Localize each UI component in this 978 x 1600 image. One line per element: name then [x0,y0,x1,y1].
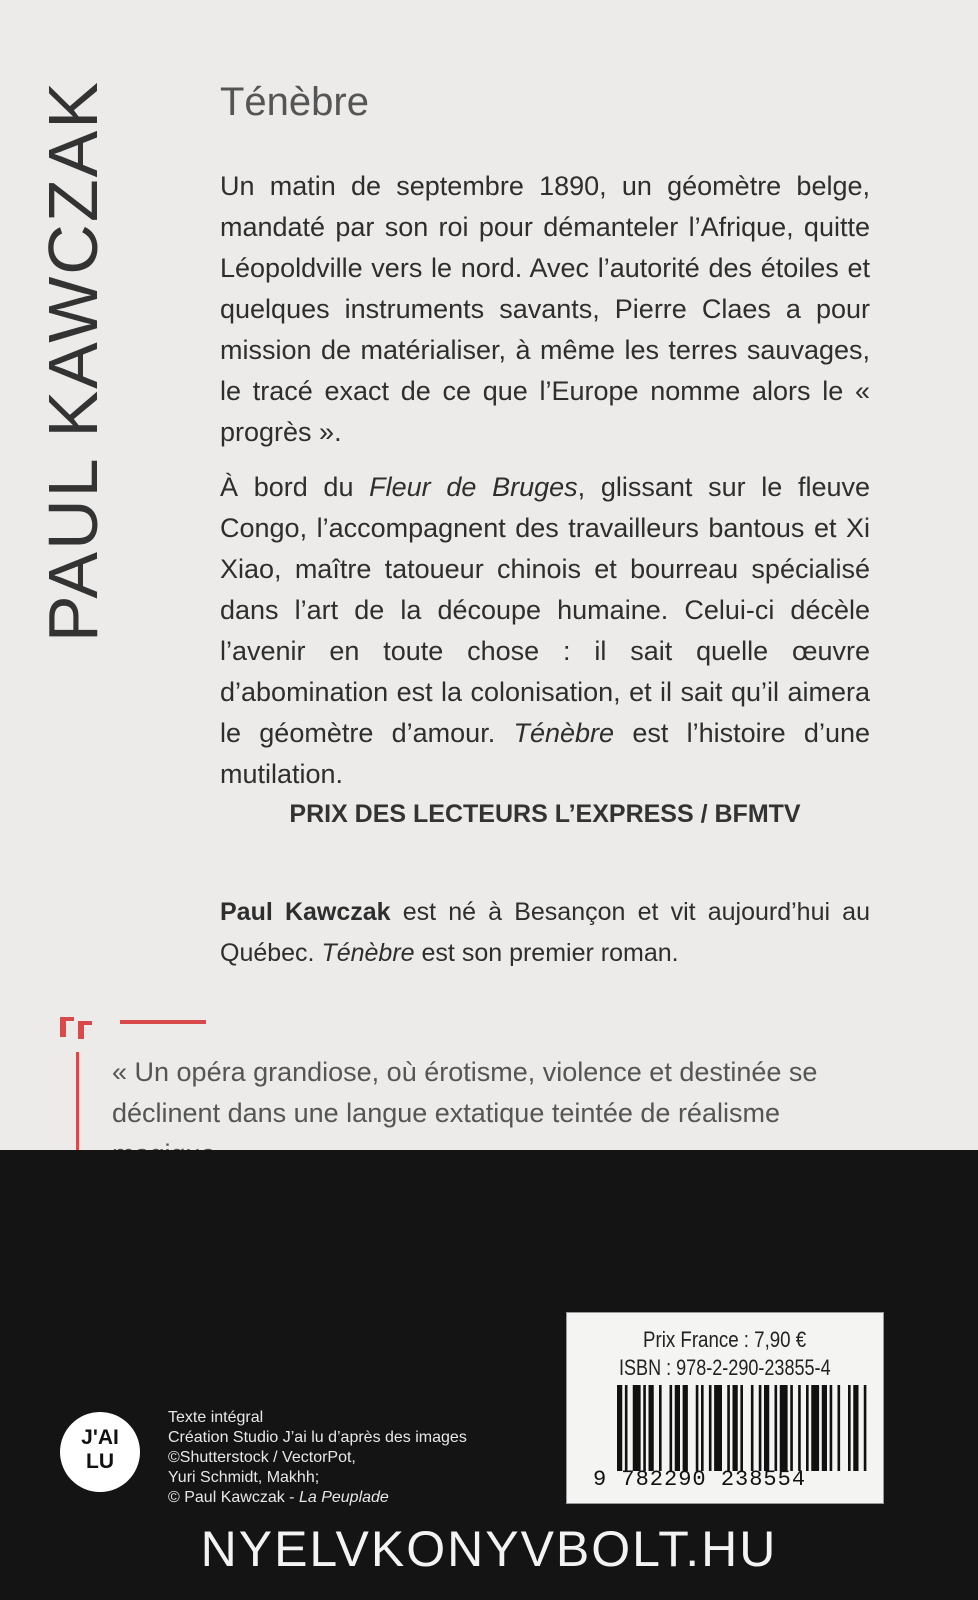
barcode-bar [701,1385,704,1471]
barcode-bar [670,1385,673,1471]
barcode-bar [759,1385,762,1471]
barcode-bar [714,1385,722,1471]
barcode-bar [733,1385,738,1471]
bio-text: est né à Besançon et vit aujourd’hui au Québec. [220,898,870,967]
barcode-bar [864,1385,867,1471]
barcode-bar [625,1385,628,1471]
press-quote: « Un opéra grandiose, où érotisme, violence et destinée se déclinent dans une langue extatique teintée de réalisme [112,1057,818,1128]
barcode-bar [848,1385,851,1471]
barcode-bar [675,1385,680,1471]
barcode-bar [643,1385,646,1471]
quote-mark-icon [58,1013,98,1039]
award-line: PRIX DES LECTEURS L’EXPRESS / BFMTV [289,800,801,828]
barcode-bar [617,1385,622,1471]
ean-number: 9 782290 238554 [593,1467,807,1492]
synopsis-text: , glissant sur le fleuve Congo, l’accompagnent des travailleurs bantous et Xi Xiao, maître tatoueur chinois et bourreau spécialisé dans l’art de la découpe humaine. Celui-ci décèle l’avenir en toute chose : il sait quelle œuvre d’abomination est la colonisation, et il sait qu’il aimera le géomètre d’amour. [220,472,871,748]
credit-line [168,1488,467,1508]
synopsis [220,166,870,809]
barcode-bar [633,1385,641,1471]
barcode-bar [838,1385,841,1471]
barcode-bar [811,1385,819,1471]
barcode-bar [727,1385,730,1471]
synopsis-paragraph-1: Un matin de septembre 1890, un géomètre belge, mandaté par son roi pour démanteler l’Afrique, quitte Léopoldville vers le nord. Avec l’autorité des étoiles et quelques instruments savants, Pierre Claes a pour mission de matérialiser, à même les terres sauvages, le tracé exact de ce que l’Europe nomme alors le « progrès ». [220,171,870,447]
barcode-bar [659,1385,662,1471]
synopsis-text: est l’histoire d’une mutilation. [220,718,870,789]
bio-text: est son premier roman. [414,939,679,967]
credit-line: Création Studio J’ai lu d’après des images [168,1429,467,1446]
barcode-bar [683,1385,688,1471]
barcode-bar [764,1385,769,1471]
title-reference: Ténèbre [513,718,615,748]
credit-line: Texte intégral [168,1409,264,1426]
price-sticker [566,1312,884,1504]
publisher-credit: La Peuplade [298,1489,389,1506]
quote-divider [120,1020,206,1024]
logo-line-1: J'AI [81,1426,119,1449]
barcode-bar [798,1385,801,1471]
barcode-bar [775,1385,778,1471]
image-credits [168,1408,467,1508]
barcode-bar [780,1385,788,1471]
barcode-bar [853,1385,858,1471]
barcode-bar [709,1385,712,1471]
ship-name: Fleur de Bruges [369,472,578,502]
logo-line-2: LU [86,1450,114,1473]
barcode-bar [830,1385,833,1471]
barcode-bar [790,1385,793,1471]
author-spine-text: PAUL KAWCZAK [34,80,112,643]
book-title: Ténèbre [220,80,369,124]
barcode [617,1385,869,1471]
barcode-bar [649,1385,654,1471]
barcode-bar [751,1385,754,1471]
price-label: Prix France : 7,90 € [643,1327,807,1352]
synopsis-text: À bord du [220,472,370,502]
synopsis-paragraph-2 [220,467,870,795]
barcode-bar [696,1385,699,1471]
barcode-bar [806,1385,809,1471]
credit-line: Yuri Schmidt, Makhh; [168,1469,320,1486]
title-reference: Ténèbre [321,939,415,967]
credit-line: ©Shutterstock / VectorPot, [168,1449,356,1466]
author-spine [18,80,128,700]
barcode-bar [740,1385,743,1471]
credit-text: © Paul Kawczak - [168,1489,299,1506]
isbn-label: ISBN : 978-2-290-23855-4 [619,1355,831,1380]
author-name: Paul Kawczak [220,898,391,926]
barcode-bar [822,1385,827,1471]
author-bio [220,892,870,974]
watermark: NYELVKONYVBOLT.HU [200,1521,778,1577]
publisher-logo [60,1412,140,1492]
quote-bar [76,1052,79,1162]
